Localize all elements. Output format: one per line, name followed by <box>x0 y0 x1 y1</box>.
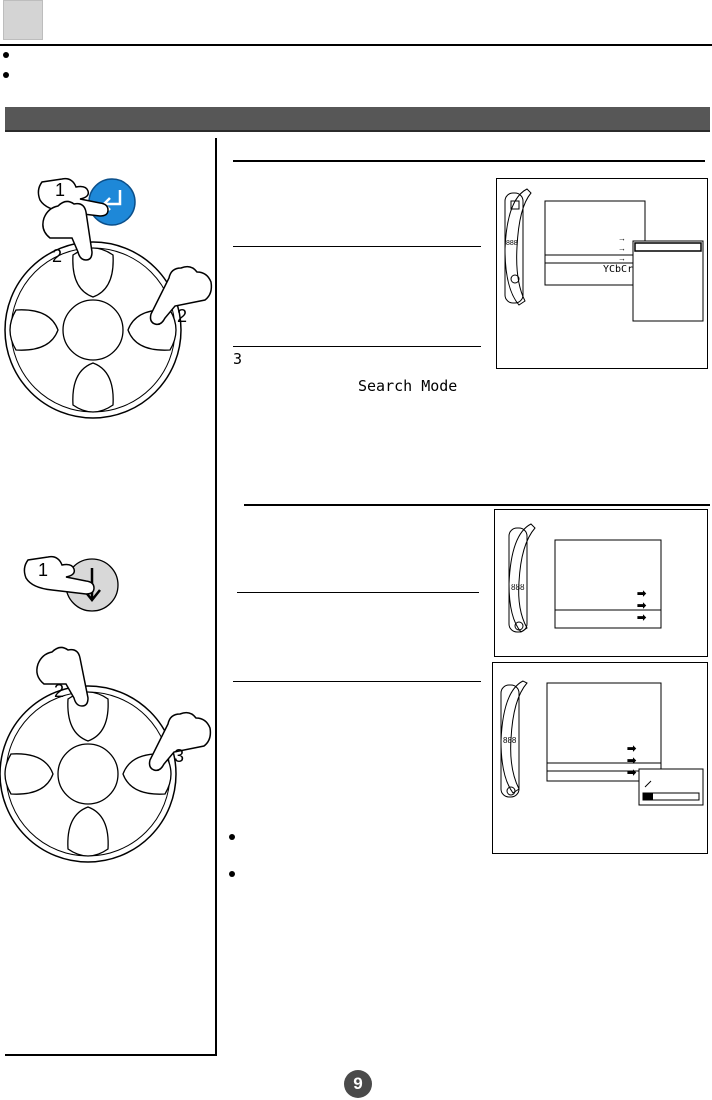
bottom-rule <box>5 1054 217 1056</box>
svg-text:➡: ➡ <box>637 600 647 612</box>
header-divider <box>0 44 712 46</box>
svg-text:→: → <box>618 244 626 253</box>
callout-1: 1 <box>55 180 66 200</box>
step-rule-top <box>233 160 705 162</box>
svg-text:➡: ➡ <box>637 612 647 624</box>
osd-screen-3 <box>492 662 708 854</box>
step-rule-2 <box>233 346 481 347</box>
tv-menu-illustration <box>497 179 707 368</box>
osd-screen-2 <box>494 509 708 657</box>
column-divider <box>215 138 217 1056</box>
svg-text:➡: ➡ <box>627 767 637 779</box>
tv-menu-illustration <box>495 510 707 656</box>
osd-screen-1 <box>496 178 708 369</box>
svg-text:888: 888 <box>506 240 518 247</box>
navigation-ring-icon <box>5 242 181 418</box>
callout-1: 1 <box>38 560 49 580</box>
bullet-1 <box>3 52 9 58</box>
svg-text:➡: ➡ <box>637 588 647 600</box>
navigation-ring-icon <box>0 686 176 862</box>
note-bullet-1 <box>229 834 235 840</box>
svg-text:ȣȣȣ: ȣȣȣ <box>511 583 525 592</box>
step-rule-1 <box>233 246 481 247</box>
page-number: 9 <box>344 1070 372 1098</box>
svg-text:→: → <box>618 254 626 263</box>
callout-2: 2 <box>54 681 65 701</box>
section-heading-bar <box>5 107 710 132</box>
callout-2b: 2 <box>177 306 188 326</box>
step-number-3: 3 <box>233 350 243 368</box>
ycbcr-label: YCbCr <box>603 264 634 275</box>
svg-text:→: → <box>618 234 626 243</box>
step-rule-top-2 <box>244 504 710 506</box>
remote-illustration-top <box>0 160 214 420</box>
svg-text:➡: ➡ <box>627 743 637 755</box>
svg-text:888: 888 <box>503 736 517 745</box>
tv-menu-illustration <box>493 663 707 853</box>
step-rule-3 <box>237 592 479 593</box>
step-rule-4 <box>233 681 481 682</box>
header-tab <box>3 0 43 40</box>
remote-illustration-bottom <box>0 550 214 900</box>
search-mode-label: Search Mode <box>358 377 458 395</box>
callout-2a: 2 <box>52 246 63 266</box>
note-bullet-2 <box>229 871 235 877</box>
svg-text:➡: ➡ <box>627 755 637 767</box>
bullet-2 <box>3 72 9 78</box>
callout-3: 3 <box>174 746 185 766</box>
